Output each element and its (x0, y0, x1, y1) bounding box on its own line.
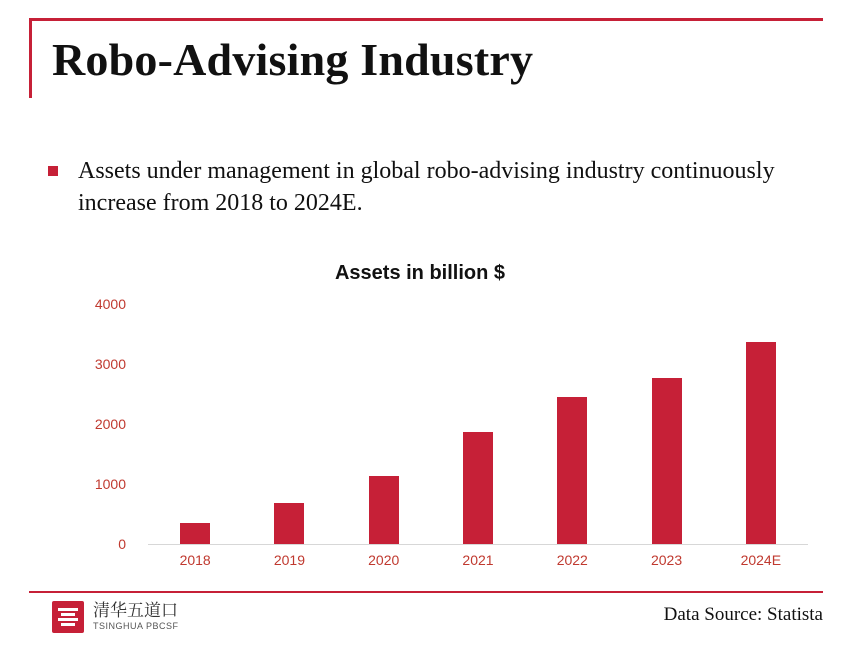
y-axis-tick: 3000 (94, 356, 126, 372)
chart-plot-area (60, 296, 820, 568)
x-axis-tick: 2018 (179, 552, 211, 568)
x-axis-tick: 2022 (556, 552, 588, 568)
bar-slot (530, 304, 614, 544)
bottom-divider (29, 591, 823, 593)
bar (463, 432, 493, 544)
x-axis-line (148, 544, 808, 545)
bar-slot (247, 304, 331, 544)
bullet-item (48, 155, 788, 220)
x-axis-tick: 2021 (462, 552, 494, 568)
x-axis-tick: 2020 (368, 552, 400, 568)
logo-chinese-name: 清华五道口 (93, 600, 178, 620)
page-title: Robo-Advising Industry (52, 34, 534, 85)
x-axis-labels (148, 552, 808, 568)
y-axis-tick: 0 (118, 536, 126, 552)
bar (746, 342, 776, 544)
chart (60, 262, 820, 580)
data-source-label: Data Source: Statista (663, 604, 823, 625)
bar-slot (342, 304, 426, 544)
y-axis-tick: 2000 (94, 416, 126, 432)
top-divider (29, 18, 823, 21)
y-axis-tick: 4000 (94, 296, 126, 312)
bar-slot (625, 304, 709, 544)
bar (180, 523, 210, 544)
logo-english-name: TSINGHUA PBCSF (93, 620, 179, 631)
bullet-square-icon (48, 166, 58, 176)
bar (652, 378, 682, 544)
x-axis-tick: 2023 (650, 552, 683, 568)
left-accent-bar (29, 18, 32, 98)
bar-series (148, 304, 808, 544)
slide-footer (29, 596, 823, 642)
bar (557, 397, 587, 544)
y-axis (60, 296, 148, 552)
bar-slot (436, 304, 520, 544)
x-axis-tick: 2019 (273, 552, 305, 568)
bar (369, 476, 399, 544)
tsinghua-pbcsf-logo-icon (51, 600, 85, 634)
bar-slot (719, 304, 803, 544)
logo (51, 600, 179, 634)
chart-title: Assets in billion $ (334, 262, 506, 284)
x-axis-tick: 2024E (740, 552, 782, 568)
logo-text (93, 602, 179, 632)
bar (274, 503, 304, 544)
bullet-text: Assets under management in global robo-advising industry continuously increase from 2018 to 2024E. (78, 158, 775, 217)
y-axis-tick: 1000 (94, 476, 126, 492)
bar-slot (153, 304, 237, 544)
